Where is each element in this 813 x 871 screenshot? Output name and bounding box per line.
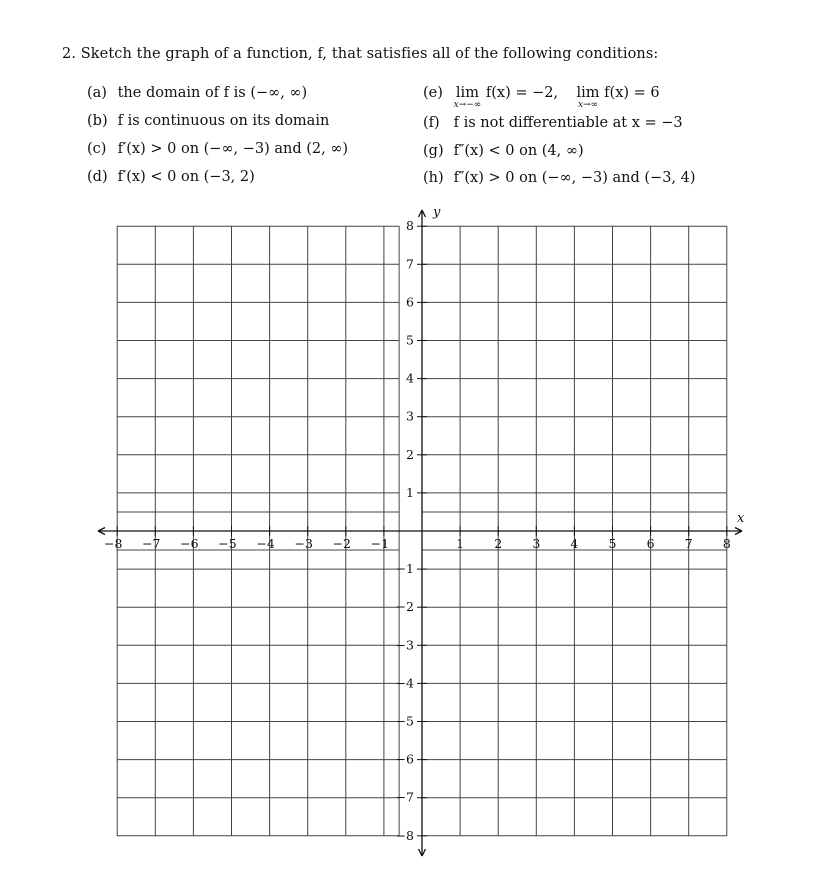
- y-tick-label: −5: [395, 713, 414, 729]
- x-tick-label: −6: [180, 536, 199, 551]
- y-tick-label: 1: [406, 484, 414, 500]
- limit-subscript: x→−∞: [453, 100, 482, 110]
- x-tick-label: −3: [294, 536, 313, 551]
- condition-text: f″(x) > 0 on (−∞, −3) and (−3, 4): [453, 170, 696, 186]
- condition-tag: (b): [87, 113, 108, 129]
- y-tick-label: −1: [395, 561, 414, 577]
- condition-text: f is continuous on its domain: [117, 113, 330, 129]
- problem-number: 2.: [62, 46, 77, 62]
- condition-tag: (h): [423, 170, 444, 186]
- x-tick-label: 7: [684, 536, 693, 551]
- condition-tag: (e): [423, 85, 443, 101]
- limit-expression: f(x) = 6: [604, 85, 660, 101]
- y-tick-label: 6: [406, 294, 414, 310]
- y-tick-label: 3: [406, 408, 414, 424]
- y-tick-label: −2: [395, 599, 414, 615]
- x-tick-label: 5: [608, 536, 617, 551]
- x-tick-label: 6: [646, 536, 655, 551]
- x-tick-label: 4: [570, 536, 579, 551]
- y-tick-label: 2: [406, 446, 414, 462]
- x-tick-label: 1: [456, 536, 465, 551]
- x-axis-label: x: [737, 511, 745, 526]
- limit-subscript: x→∞: [577, 100, 599, 110]
- condition-tag: (c): [87, 141, 107, 157]
- condition-text: f″(x) < 0 on (4, ∞): [453, 143, 584, 159]
- x-tick-label: −7: [142, 536, 161, 551]
- condition-text: the domain of f is (−∞, ∞): [117, 85, 308, 101]
- y-tick-label: −6: [395, 751, 414, 767]
- y-tick-label: 8: [406, 218, 414, 234]
- condition-tag: (d): [87, 169, 108, 185]
- condition-text: f is not differentiable at x = −3: [453, 115, 683, 131]
- condition-tag: (f): [423, 115, 440, 131]
- x-tick-label: −2: [332, 536, 352, 551]
- condition-tag: (a): [87, 85, 107, 101]
- problem-text: Sketch the graph of a function, f, that satisfies all of the following conditions:: [80, 46, 659, 62]
- condition-text: f′(x) < 0 on (−3, 2): [117, 169, 255, 185]
- y-tick-label: 7: [406, 256, 414, 272]
- limit-word: lim: [455, 85, 479, 101]
- limit-word: lim: [576, 85, 600, 101]
- y-tick-label: 4: [406, 370, 414, 386]
- x-tick-label: −1: [370, 536, 390, 551]
- y-tick-label: −4: [395, 675, 414, 691]
- x-tick-label: 2: [494, 536, 503, 551]
- limit-expression: f(x) = −2,: [485, 85, 559, 101]
- x-tick-label: −8: [103, 536, 123, 551]
- x-tick-label: 3: [532, 536, 541, 551]
- y-tick-label: −7: [395, 789, 414, 805]
- x-tick-label: 8: [722, 536, 731, 551]
- x-tick-label: −4: [256, 536, 275, 551]
- condition-tag: (g): [423, 143, 444, 159]
- condition-text: f′(x) > 0 on (−∞, −3) and (2, ∞): [117, 141, 349, 157]
- y-tick-label: 5: [406, 332, 414, 348]
- y-tick-label: −8: [395, 827, 414, 843]
- x-tick-label: −5: [218, 536, 237, 551]
- y-tick-label: −3: [395, 637, 414, 653]
- y-axis-label: y: [433, 205, 441, 220]
